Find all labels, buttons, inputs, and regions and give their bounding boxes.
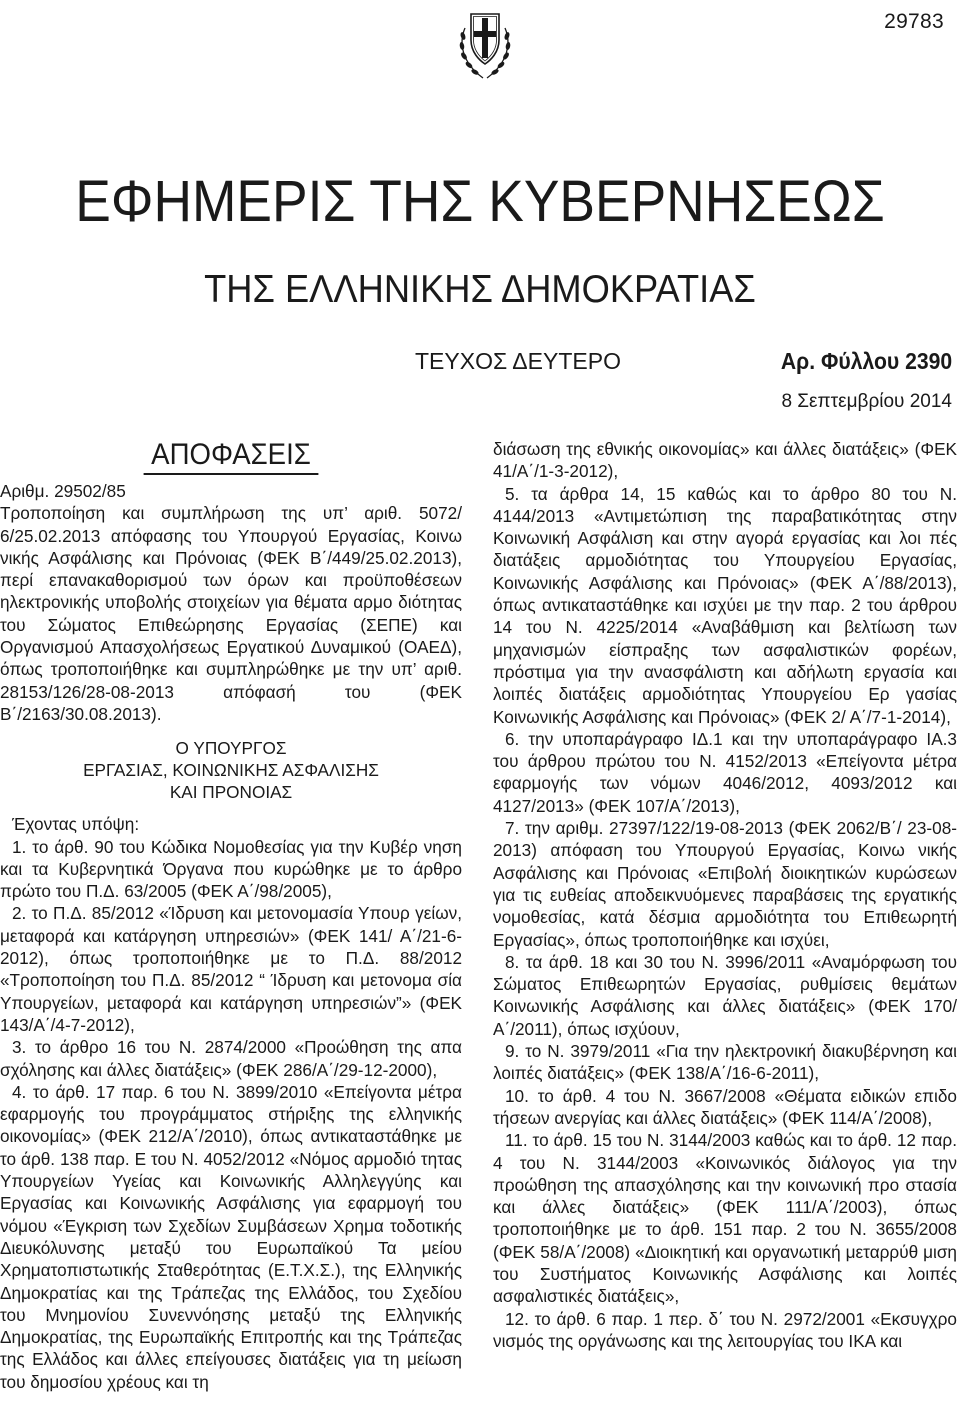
- consideration-item-1: 1. το άρθ. 90 του Κώδικα Νομοθεσίας για την Κυβέρ νηση και τα Κυβερνητικά Όργανα που κυρώθηκε με το άρθρο πρώτο του Π.Δ. 63/2005 (ΦΕΚ Α΄/98/2005),: [0, 836, 462, 902]
- gazette-title: ΕΦΗΜΕΡΙΣ ΤΗΣ ΚΥΒΕΡΝΗΣΕΩΣ: [75, 169, 885, 234]
- consideration-item-11: 11. το άρθ. 15 του Ν. 3144/2003 καθώς και το άρθ. 12 παρ. 4 του Ν. 3144/2003 «Κοινωνικός διάλογος για την προώθηση της απασχόλησης και την κοινωνική προ στασία και άλλες διατάξεις» (ΦΕΚ 111/Α΄/2003), όπως τροποποιήθηκε με το άρθ. 151 παρ. 2 του Ν. 3655/2008 (ΦΕΚ 58/Α΄/2008) «Διοικητική και οργανωτική μεταρρύθ μιση του Συστήματος Κοινωνικής Ασφάλισης και λοιπές ασφαλιστικές διατάξεις»,: [493, 1130, 957, 1307]
- authority-line-2: ΕΡΓΑΣΙΑΣ, ΚΟΙΝΩΝΙΚΗΣ ΑΣΦΑΛΙΣΗΣ: [83, 760, 379, 781]
- gazette-subtitle: ΤΗΣ ΕΛΛΗΝΙΚΗΣ ΔΗΜΟΚΡΑΤΙΑΣ: [204, 268, 756, 311]
- consideration-item-2: 2. το Π.Δ. 85/2012 «Ίδρυση και μετονομασία Υπουρ γείων, μεταφορά και κατάργηση υπηρεσιών» (ΦΕΚ 141/ Α΄/21-6-2012), όπως τροποποιήθηκε με το Π.Δ. 88/2012 «Τροποποίηση του Π.Δ. 85/2012 “ Ίδρυση και μετονομα σία Υπουργείων, μεταφορά και κατάργηση υπηρεσιών”» (ΦΕΚ 143/Α΄/4-7-2012),: [0, 903, 462, 1035]
- consideration-item-5: 5. τα άρθρα 14, 15 καθώς και το άρθρο 80 του Ν. 4144/2013 «Αντιμετώπιση της παραβατικότητας στην Κοινωνική Ασφάλιση και στην αγορά εργασίας και λοι πές διατάξεις αρμοδιότητας του Υπουργείου Εργασίας, Κοινωνικής Ασφάλισης και Πρόνοιας» (ΦΕΚ Α΄/88/2013), όπως αντικαταστάθηκε και ισχύει με την παρ. 2 του άρθρου 14 του Ν. 4225/2014 «Αναβάθμιση και βελτίωση των μηχανισμών είσπραξης των ασφαλιστικών φορέων, πρόστιμα για την ανασφάλιστη και αδήλωτη εργασία και λοιπές διατάξεις αρμοδιότητας Υπουργείου Ερ γασίας Κοινωνικής Ασφάλισης και Πρόνοιας» (ΦΕΚ 2/ Α΄/7-1-2014),: [493, 483, 957, 727]
- decision-number: Αριθμ. 29502/85: [0, 481, 126, 501]
- coat-of-arms-icon: [455, 6, 515, 84]
- consideration-item-3: 3. το άρθρο 16 του Ν. 2874/2000 «Προώθηση της απα σχόλησης και άλλες διατάξεις» (ΦΕΚ 286/Α΄/29-12-2000),: [0, 1037, 462, 1080]
- section-heading-text: ΑΠΟΦΑΣΕΙΣ: [144, 438, 318, 475]
- issue-type: ΤΕΥΧΟΣ ΔΕΥΤΕΡΟ: [415, 348, 621, 374]
- consideration-item-7: 7. την αριθμ. 27397/122/19-08-2013 (ΦΕΚ 2062/Β΄/ 23-08-2013) απόφαση του Υπουργού Εργασίας, Κοινω νικής Ασφάλισης και Πρόνοιας «Επιβολή διοικητικών κυρώσεων για τις ευθείας αποδεικνυόμενες παραβάσεις της εργατικής νομοθεσίας, κατά δέσμια αρμοδιότητα του Επιθεωρητή Εργασίας», όπως τροποποιήθηκε και ισχύει,: [493, 818, 957, 950]
- consideration-item-10: 10. το άρθ. 4 του Ν. 3667/2008 «Θέματα ειδικών επιδο τήσεων ανεργίας και άλλες διατάξεις» (ΦΕΚ 114/Α΄/2008),: [493, 1085, 957, 1128]
- issue-date: 8 Σεπτεμβρίου 2014: [781, 391, 952, 412]
- consideration-item-12: 12. το άρθ. 6 παρ. 1 περ. δ΄ του Ν. 2972/2001 «Εκσυγχρο νισμός της οργάνωσης και της λειτουργίας του ΙΚΑ και: [493, 1308, 957, 1351]
- section-heading: [18, 438, 443, 472]
- consideration-item-6: 6. την υποπαράγραφο ΙΔ.1 και την υποπαράγραφο ΙΑ.3 του άρθρου πρώτου του Ν. 4152/2013 «Επείγοντα μέτρα εφαρμογής των νόμων 4046/2012, 4093/2012 και 4127/2013» (ΦΕΚ 107/Α΄/2013),: [493, 728, 957, 816]
- sheet-number: Αρ. Φύλλου 2390: [780, 348, 952, 374]
- right-column: [493, 438, 957, 1352]
- page-number: 29783: [884, 10, 944, 33]
- consideration-item-4-continued: διάσωση της εθνικής οικονομίας» και άλλες διατάξεις» (ΦΕΚ 41/Α΄/1-3-2012),: [493, 439, 957, 482]
- consideration-item-9: 9. το Ν. 3979/2011 «Για την ηλεκτρονική διακυβέρνηση και λοιπές διατάξεις» (ΦΕΚ 138/Α΄/16-6-2011),: [493, 1041, 957, 1084]
- having-regard: Έχοντας υπόψη:: [12, 814, 140, 835]
- left-column: [0, 438, 462, 1393]
- authority-line-1: Ο ΥΠΟΥΡΓΟΣ: [175, 738, 287, 759]
- issuing-authority: [0, 737, 462, 803]
- decision-subject: Τροποποίηση και συμπλήρωση της υπ’ αριθ. 5072/ 6/25.02.2013 απόφασης του Υπουργού Εργασίας, Κοινω νικής Ασφάλισης και Πρόνοιας (ΦΕΚ Β΄/449/25.02.2013), περί επανακαθορισμού των όρων και προϋποθέσεων ηλεκτρονικής υποβολής στοιχείων για θέματα αρμο διότητας του Σώματος Επιθεώρησης Εργασίας (ΣΕΠΕ) και Οργανισμού Απασχολήσεως Εργατικού Δυναμικού (ΟΑΕΔ), όπως τροποποιήθηκε και συμπληρώθηκε με την υπ’ αριθ. 28153/126/28-08-2013 απόφασή του (ΦΕΚ Β΄/2163/30.08.2013).: [0, 503, 462, 724]
- issue-line: [0, 348, 960, 378]
- consideration-item-8: 8. τα άρθ. 18 και 30 του Ν. 3996/2011 «Αναμόρφωση του Σώματος Επιθεωρητών Εργασίας, ρυθμίσεις θεμάτων Κοινωνικής Ασφάλισης και άλλες διατάξεις» (ΦΕΚ 170/ Α΄/2011), όπως ισχύουν,: [493, 951, 957, 1039]
- authority-line-3: ΚΑΙ ΠΡΟΝΟΙΑΣ: [169, 782, 293, 803]
- consideration-item-4: 4. το άρθ. 17 παρ. 6 του Ν. 3899/2010 «Επείγοντα μέτρα εφαρμογής του προγράμματος στήριξης της ελληνικής οικονομίας» (ΦΕΚ 212/Α΄/2010), όπως αντικαταστάθηκε με το άρθ. 138 παρ. Ε του Ν. 4052/2012 «Νόμος αρμοδιό τητας Υπουργείων Υγείας και Κοινωνικής Αλληλεγγύης και Εργασίας και Κοινωνικής Ασφάλισης για εφαρμογή του νόμου «Έγκριση των Σχεδίων Συμβάσεων Χρημα τοδοτικής Διευκόλυνσης μεταξύ του Ευρωπαϊκού Τα μείου Χρηματοπιστωτικής Σταθερότητας (Ε.Τ.Χ.Σ.), της Ελληνικής Δημοκρατίας και της Τράπεζας της Ελλάδος, του Σχεδίου του Μνημονίου Συνεννόησης μεταξύ της Ελληνικής Δημοκρατίας, της Ευρωπαϊκής Επιτροπής και της Τράπεζας της Ελλάδος και άλλες επείγουσες διατάξεις για τη μείωση του δημοσίου χρέους και τη: [0, 1081, 462, 1392]
